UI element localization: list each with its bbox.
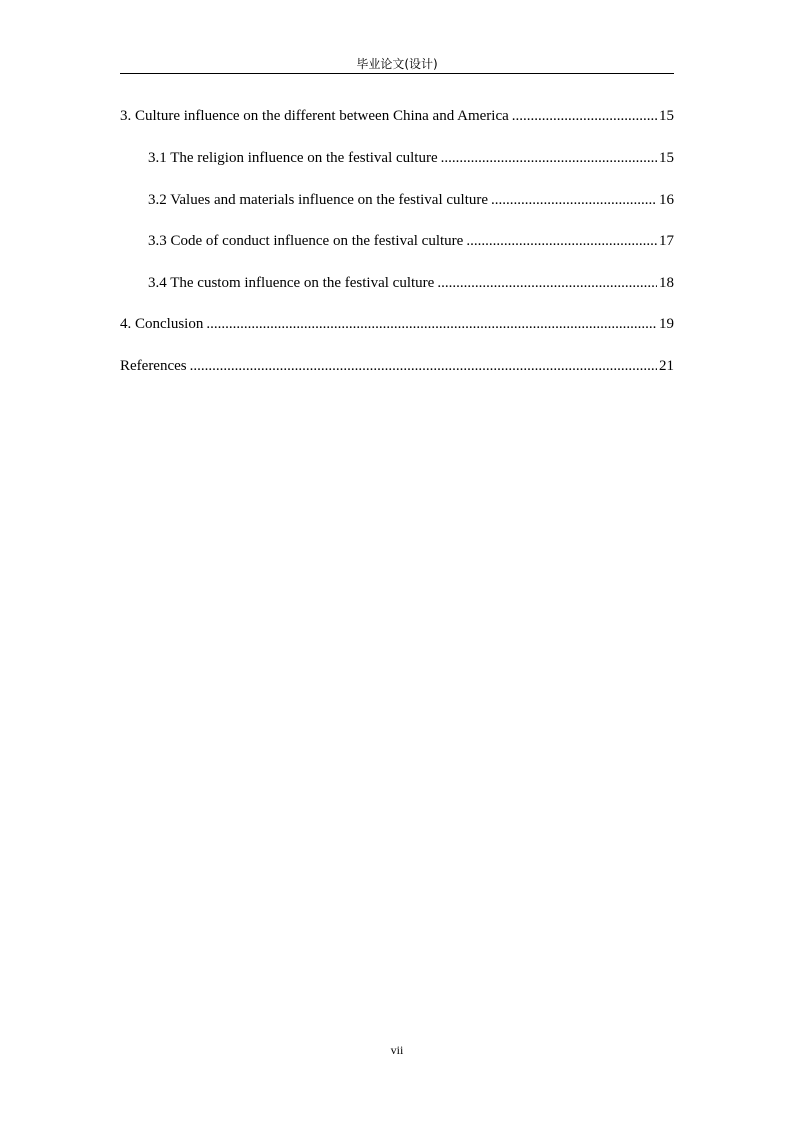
toc-entry-section-3-2[interactable]: [148, 189, 674, 211]
toc-entry-page: 16: [659, 192, 674, 208]
toc-entry-label: 3.4 The custom influence on the festival culture: [148, 275, 435, 291]
toc-entry-label: 3.1 The religion influence on the festival culture: [148, 150, 438, 166]
toc-entry-label: 3.3 Code of conduct influence on the festival culture: [148, 233, 464, 249]
header-rule: [120, 73, 674, 74]
toc-entry-section-3-1[interactable]: [148, 147, 674, 169]
toc-entry-page: 17: [659, 233, 674, 249]
toc-entry-section-3-3[interactable]: [148, 230, 674, 252]
toc-entry-label: 3.2 Values and materials influence on the festival culture: [148, 192, 489, 208]
page-number: vii: [390, 1043, 404, 1057]
toc-entry-page: 15: [659, 150, 674, 166]
toc-entry-section-4[interactable]: [120, 313, 674, 335]
toc-dot-leader: [441, 147, 657, 169]
toc-entry-label: References: [120, 358, 187, 374]
toc-dot-leader: [491, 189, 657, 211]
toc-dot-leader: [512, 105, 657, 127]
toc-entry-label: 4. Conclusion: [120, 316, 204, 332]
toc-entry-page: 18: [659, 275, 674, 291]
toc-entry-section-3[interactable]: [120, 105, 674, 127]
toc-dot-leader: [206, 313, 657, 335]
toc-dot-leader: [437, 272, 657, 294]
toc-entry-label: 3. Culture influence on the different between China and America: [120, 108, 509, 124]
toc-entry-page: 21: [659, 358, 674, 374]
toc-entry-page: 19: [659, 316, 674, 332]
toc-entry-page: 15: [659, 108, 674, 124]
page-header-title: 毕业论文(设计): [356, 57, 438, 71]
toc-entry-references[interactable]: [120, 355, 674, 377]
toc-dot-leader: [190, 355, 657, 377]
toc-dot-leader: [466, 230, 657, 252]
toc-entry-section-3-4[interactable]: [148, 272, 674, 294]
